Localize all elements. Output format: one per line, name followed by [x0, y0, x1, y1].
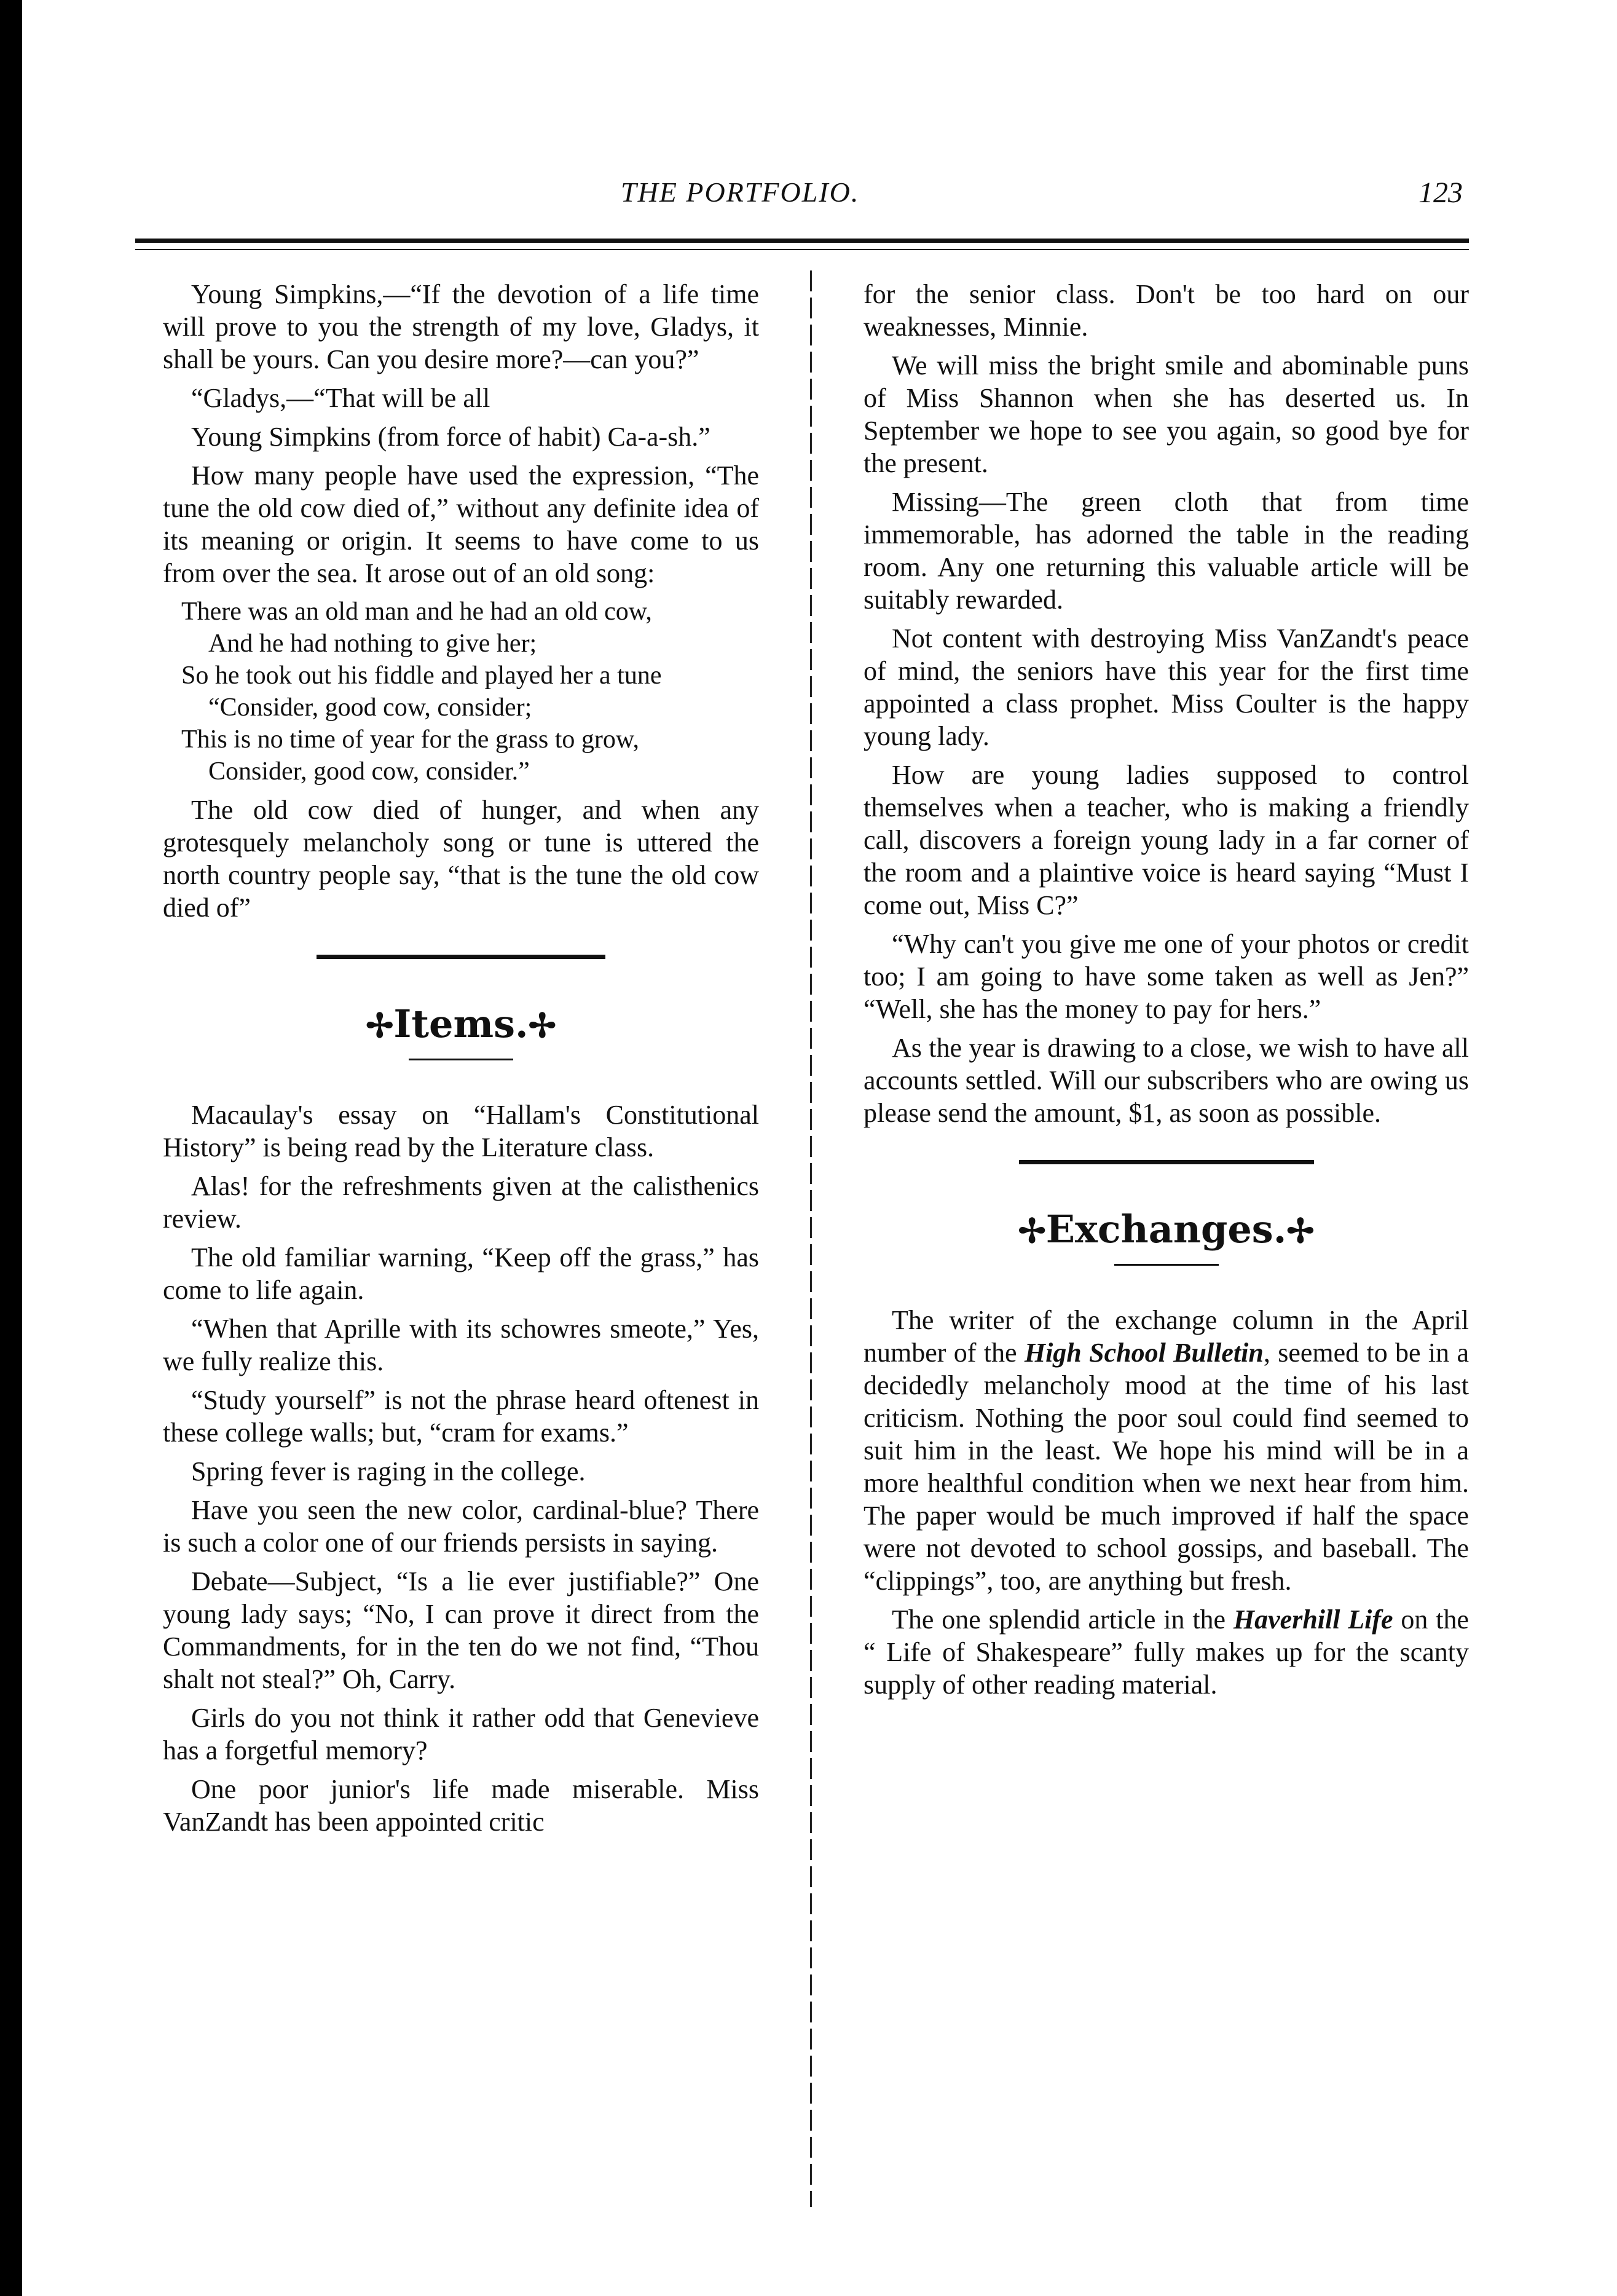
poem-line: “Consider, good cow, consider;: [208, 693, 532, 722]
item-paragraph: “Why can't you give me one of your photos or credit too; I am going to have some taken as well as Jen?” “Well, she has the money to pay for hers.”: [864, 929, 1469, 1024]
item-paragraph: Girls do you not think it rather odd that Genevieve has a forgetful memory?: [163, 1703, 759, 1765]
section-separator-rule: [317, 955, 605, 959]
exchange-text: , seemed to be in a decidedly melancholy mood at the time of his last criticism. Nothing the poor soul could find seemed to suit him in the least. We hope his mind will be in a more healthful condition when we next hear from him. The paper would be much improved if half the space were not devoted to school gossips, and baseball. The “clippings”, too, are anything but fresh.: [864, 1338, 1469, 1596]
running-header-title: THE PORTFOLIO.: [621, 176, 860, 208]
header-rule-thick: [135, 239, 1469, 243]
item-paragraph: Have you seen the new color, cardinal-blue? There is such a color one of our friends persists in saying.: [163, 1495, 759, 1558]
poem-line: This is no time of year for the grass to grow,: [181, 725, 639, 754]
item-paragraph: for the senior class. Don't be too hard on our weaknesses, Minnie.: [864, 279, 1469, 342]
item-paragraph: “When that Aprille with its schowres smeote,” Yes, we fully realize this.: [163, 1314, 759, 1376]
poem-line: Consider, good cow, consider.”: [208, 757, 530, 786]
item-paragraph: We will miss the bright smile and abominable puns of Miss Shannon when she has deserted us. In September we hope to see you again, so good bye for the present.: [864, 350, 1469, 478]
section-separator-rule: [1019, 1160, 1314, 1164]
exchanges-heading-text: Exchanges.: [1045, 1207, 1287, 1252]
exchange-text: The writer of the exchange column in the April number of the: [864, 1305, 1469, 1368]
ornament-cross-icon: ✢: [528, 1006, 556, 1045]
page-number: 123: [1418, 176, 1463, 209]
right-column: [864, 278, 1469, 1707]
paragraph: Young Simpkins (from force of habit) Ca-a-sh.”: [191, 422, 710, 452]
poem: [181, 596, 759, 787]
item-paragraph: Missing—The green cloth that from time immemorable, has adorned the table in the reading room. Any one returning this valuable article will be suitably rewarded.: [864, 487, 1469, 615]
left-column: [163, 278, 759, 1844]
paragraph: How many people have used the expression, “The tune the old cow died of,” without any definite idea of its meaning or origin. It seems to have come to us from over the sea. It arose out of an old song:: [163, 460, 759, 588]
item-paragraph: “Study yourself” is not the phrase heard oftenest in these college walls; but, “cram for exams.”: [163, 1385, 759, 1448]
item-paragraph: How are young ladies supposed to control themselves when a teacher, who is making a friendly call, discovers a foreign young lady in a far corner of the room and a plaintive voice is heard saying “Must I come out, Miss C?”: [864, 760, 1469, 920]
item-paragraph: Not content with destroying Miss VanZandt's peace of mind, the seniors have this year for the first time appointed a class prophet. Miss Coulter is the happy young lady.: [864, 623, 1469, 751]
item-paragraph: Debate—Subject, “Is a lie ever justifiable?” One young lady says; “No, I can prove it direct from the Commandments, for in the ten do we not find, “Thou shalt not steal?” Oh, Carry.: [163, 1566, 759, 1694]
items-heading: [163, 1002, 759, 1047]
items-heading-text: Items.: [393, 1001, 529, 1046]
paragraph: The old cow died of hunger, and when any grotesquely melancholy song or tune is uttered the north country people say, “that is the tune the old cow died of”: [163, 795, 759, 923]
ornament-cross-icon: ✢: [366, 1006, 394, 1045]
poem-line: And he had nothing to give her;: [208, 629, 537, 658]
paragraph: “Gladys,—“That will be all: [191, 383, 490, 413]
exchange-paragraph: [864, 1603, 1469, 1701]
poem-line: So he took out his fiddle and played her a tune: [181, 661, 662, 690]
paragraph: Young Simpkins,—“If the devotion of a life time will prove to you the strength of my love, Gladys, it shall be yours. Can you desire more?—can you?”: [163, 279, 759, 374]
item-paragraph: The old familiar warning, “Keep off the grass,” has come to life again.: [163, 1242, 759, 1305]
item-paragraph: Macaulay's essay on “Hallam's Constitutional History” is being read by the Literature class.: [163, 1100, 759, 1162]
item-paragraph: Spring fever is raging in the college.: [191, 1456, 586, 1486]
publication-title: Haverhill Life: [1233, 1604, 1393, 1635]
item-paragraph: One poor junior's life made miserable. Miss VanZandt has been appointed critic: [163, 1774, 759, 1837]
header-rule-thin: [135, 249, 1469, 250]
exchange-paragraph: [864, 1304, 1469, 1597]
exchanges-heading: [864, 1207, 1469, 1253]
item-paragraph: As the year is drawing to a close, we wish to have all accounts settled. Will our subscribers who are owing us please send the amount, $1, as soon as possible.: [864, 1033, 1469, 1128]
ornament-cross-icon: ✢: [1286, 1211, 1315, 1250]
ornament-cross-icon: ✢: [1018, 1211, 1046, 1250]
exchange-text: on the “ Life of Shakespeare” fully makes up for the scanty supply of other reading material.: [864, 1604, 1469, 1700]
heading-underline: [1114, 1264, 1219, 1266]
publication-title: High School Bulletin: [1024, 1338, 1264, 1368]
column-divider: [810, 270, 812, 2207]
heading-underline: [409, 1059, 513, 1060]
item-paragraph: Alas! for the refreshments given at the calisthenics review.: [163, 1171, 759, 1234]
exchange-text: The one splendid article in the: [892, 1604, 1233, 1635]
poem-line: There was an old man and he had an old cow,: [181, 598, 652, 626]
